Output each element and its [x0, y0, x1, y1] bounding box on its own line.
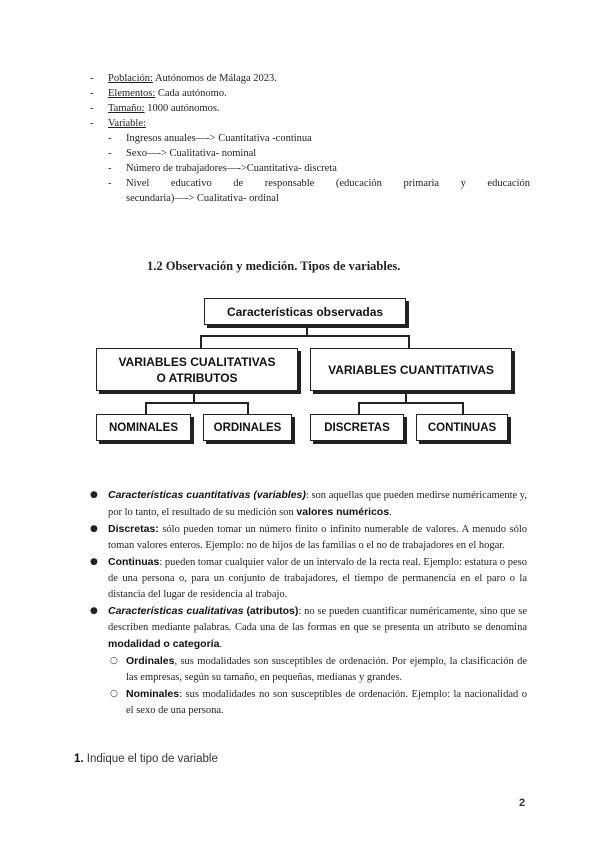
tamano-label: Tamaño:: [108, 103, 145, 114]
quantitative-box: VARIABLES CUANTITATIVAS: [310, 348, 512, 391]
variable-sublist: [108, 131, 530, 206]
connector-line: [408, 335, 410, 349]
bullet-continuas: ● Continuas: pueden tomar cualquier valor de un intervalo de la recta real. Ejemplo: estatura o peso de una persona o, para un conjunto de trabajadores, el tiempo de permanencia en el paro o la distancia del lugar de residencia al trabajo.: [90, 556, 527, 600]
bullet-ordinales: ○ Ordinales, sus modalidades son susceptibles de ordenación. Por ejemplo, la clasificación de las empresas, según su tamaño, en pequeñas, medianas y grandes.: [110, 655, 527, 683]
poblacion-value: Autónomos de Málaga 2023.: [152, 73, 277, 84]
connector-line: [145, 402, 248, 404]
qualitative-box: VARIABLES CUALITATIVAS O ATRIBUTOS: [96, 348, 298, 391]
definitions-bullets: [90, 487, 527, 719]
list-item-poblacion: - Población: Autónomos de Málaga 2023.: [90, 73, 277, 84]
exercise-question: [74, 753, 218, 765]
elementos-value: Cada autónomo.: [155, 88, 227, 99]
variable-label: Variable:: [108, 118, 146, 129]
tamano-value: 1000 autónomos.: [144, 103, 220, 114]
question-number: 1.: [74, 753, 84, 765]
list-item: - Número de trabajadores—->Cuantitativa- discreta: [108, 163, 337, 174]
connector-line: [358, 402, 463, 404]
connector-line: [200, 335, 202, 349]
poblacion-label: Población:: [108, 73, 153, 84]
bullet-cualitativas: ● Características cualitativas (atributos): no se pueden cuantificar numéricamente, sino que se describen mediante palabras. Cada una de las formas en que se presenta un atributo se denomina modalidad o categoría.: [90, 605, 528, 650]
bullet-discretas: ● Discretas: sólo pueden tomar un número finito o infinito numerable de valores. A menudo sólo toman valores enteros. Ejemplo: no de hijos de las familias o el no de trabajadores en el hogar.: [90, 523, 527, 551]
discretas-box: DISCRETAS: [310, 414, 404, 441]
section-heading: 1.2 Observación y medición. Tipos de variables.: [147, 259, 401, 273]
elementos-label: Elementos:: [108, 88, 156, 99]
list-item: - Sexo—-> Cualitativa- nominal: [108, 148, 257, 159]
ordinales-box: ORDINALES: [203, 414, 292, 441]
continuas-box: CONTINUAS: [416, 414, 508, 441]
connector-line: [200, 335, 409, 337]
list-item-elementos: - Elementos: Cada autónomo.: [90, 88, 227, 99]
definitions-list: [90, 71, 530, 206]
list-item: - Ingresos anuales—-> Cuantitativa -continua: [108, 133, 312, 144]
bullet-cuantitativas: ● Características cuantitativas (variables): son aquellas que pueden medirse numéricamente y, por lo tanto, el resultado de su medición son valores numéricos.: [90, 489, 527, 518]
question-text: Indique el tipo de variable: [83, 753, 218, 765]
bullet-nominales: ○ Nominales: sus modalidades no son susceptibles de ordenación. Ejemplo: la nacionalidad o el sexo de una persona.: [110, 688, 527, 716]
page-number: 2: [519, 797, 526, 809]
root-box: Características observadas: [204, 298, 406, 325]
list-item-variable: - Variable:: [90, 118, 146, 129]
nominales-box: NOMINALES: [96, 414, 191, 441]
list-item: - Nivel educativo de responsable (educación primaria y educación secundaria)—-> Cualitativa- ordinal: [108, 178, 530, 204]
qualitative-subtypes: [108, 653, 527, 719]
list-item-tamano: - Tamaño: 1000 autónomos.: [90, 103, 220, 114]
